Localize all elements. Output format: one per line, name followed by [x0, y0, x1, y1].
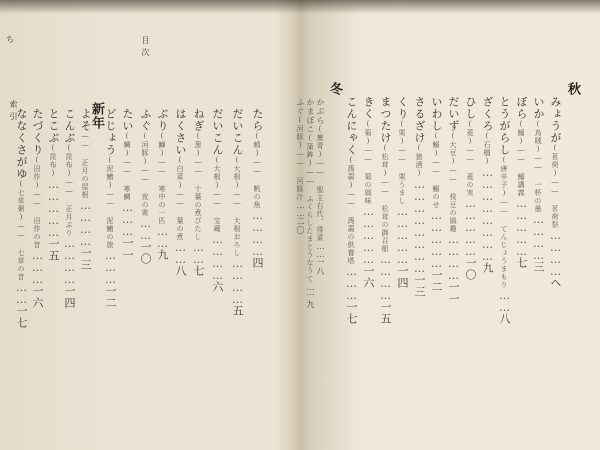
- corner-mark: ち: [6, 35, 14, 44]
- toc-entry[interactable]: ぶり(鰤)―― 寒中の一匹……九: [156, 108, 169, 261]
- toc-entry[interactable]: まつたけ(松茸)―― 松茸の御召船…………一五: [379, 96, 392, 325]
- toc-entry[interactable]: ふぐ(河豚)―― 河豚汁……二〇: [296, 98, 305, 235]
- toc-entry[interactable]: ななくさがゆ(七草粥)―― 七草の音……一七: [15, 108, 28, 329]
- toc-entry[interactable]: だいこん(大根)―― 大根おろし…………五: [231, 108, 244, 317]
- toc-entry[interactable]: くり(栗)―― 栗うまし……………一四: [396, 96, 409, 289]
- toc-entry[interactable]: こんぶ(昆布)―― 正月ぶり…………一四: [63, 108, 76, 309]
- toc-entry[interactable]: たら(鱈)―― 帆の魚…………四: [251, 108, 264, 269]
- toc-entry[interactable]: とこぶ(昆布)……………一五: [47, 108, 60, 262]
- left-page: [0, 0, 295, 450]
- toc-entry[interactable]: たづくり(田作)―― 田作の昔………一六: [31, 108, 44, 309]
- toc-entry[interactable]: ひし(菱)―― 菱の実……………一〇: [464, 96, 477, 281]
- toc-entry[interactable]: ざくろ(石榴)……………………九: [481, 96, 494, 274]
- toc-entry[interactable]: みょうが(茗荷)―― 茗荷祭…………ヘ: [549, 96, 562, 289]
- index-label: 索引: [9, 100, 18, 124]
- toc-entry[interactable]: いわし(鰯)―― 鰯のせ……………一二: [430, 96, 443, 293]
- toc-entry[interactable]: いか(烏賊)―― 一杯の墨…………三: [532, 96, 545, 273]
- toc-entry[interactable]: こんにゃく(蒟蒻)―― 蒟蒻の供養塔………一七: [345, 96, 358, 325]
- section-heading-new-year: 新年: [89, 102, 104, 130]
- toc-entry[interactable]: だいこん(大根)―― 宝蔵…………六: [211, 108, 224, 293]
- section-heading-winter: 冬: [327, 82, 342, 96]
- toc-entry[interactable]: ぼら(鯔)―― 鯔講義……………七: [515, 96, 528, 269]
- toc-entry[interactable]: はくさい(白菜)―― 葉の煮……八: [174, 108, 187, 277]
- toc-entry[interactable]: とうがらし(唐辛子)―― てんじょうまもり……八: [498, 96, 511, 325]
- right-page: [296, 0, 600, 450]
- toc-entry[interactable]: かまぼこ(蒲鉾)―― ふくらしたまとうなうて…一九: [306, 98, 315, 309]
- toc-entry[interactable]: ねぎ(葱)―― 十葉の煮びたし……七: [192, 108, 205, 277]
- toc-entry[interactable]: よそ―― 正月の屋根…………一三: [79, 108, 92, 271]
- toc-entry[interactable]: きく(菊)―― 菊の風味……………一六: [362, 96, 375, 289]
- running-head: 目次: [141, 36, 150, 60]
- toc-entry[interactable]: たい(鯛)―― 寒鯛………一一: [121, 108, 134, 261]
- toc-entry[interactable]: さるざけ(猿酒)……………………一三: [413, 96, 426, 298]
- toc-entry[interactable]: どじょう(泥鰌)―― 泥鰌の旅………一二: [104, 108, 117, 309]
- toc-entry[interactable]: ふぐ(河豚)―― 夜の衆……一〇: [139, 108, 152, 265]
- toc-entry[interactable]: だいず(大豆)―― 枝豆の風趣…………一一: [447, 96, 460, 305]
- toc-entry[interactable]: かぶら(蕪青)―― 聖主右代、俳菜……一八: [316, 98, 325, 276]
- section-heading-autumn: 秋: [565, 82, 580, 96]
